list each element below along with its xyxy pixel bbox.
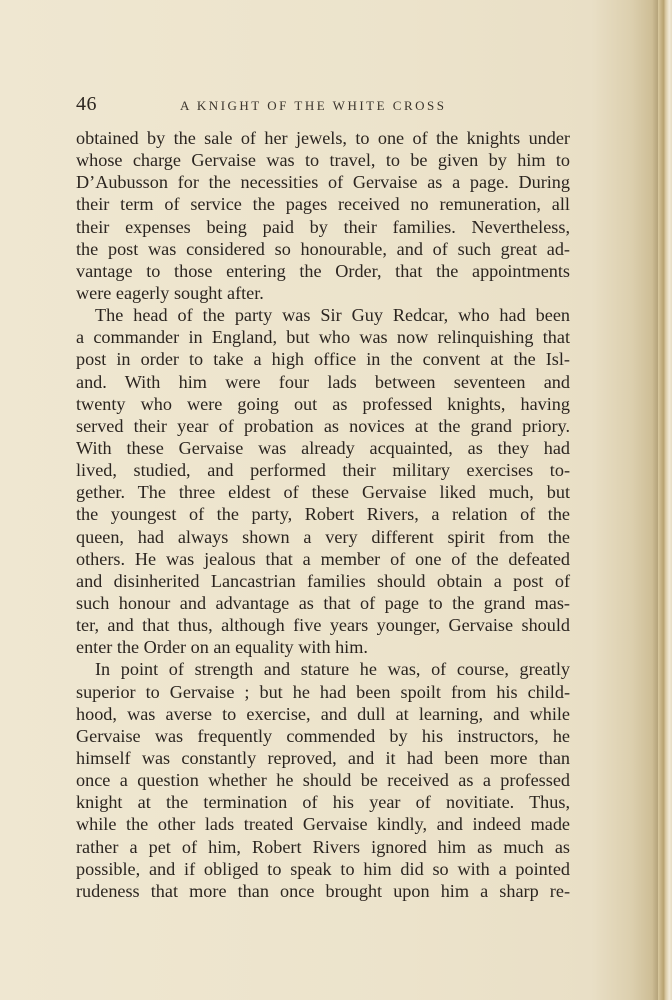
text-line: others. He was jealous that a member of one of the defeated <box>76 548 570 569</box>
text-line: knight at the termination of his year of novitiate. Thus, <box>76 792 570 813</box>
text-line: himself was constantly reproved, and it had been more than <box>76 747 570 768</box>
text-line: D’Aubusson for the necessities of Gervaise as a page. During <box>76 172 570 193</box>
text-line: rather a pet of him, Robert Rivers ignored him as much as <box>76 836 570 857</box>
text-line: the post was considered so honourable, and of such great ad- <box>76 238 570 259</box>
text-line: twenty who were going out as professed knights, having <box>76 393 570 414</box>
page-edge <box>658 0 672 1000</box>
page-number: 46 <box>76 93 97 115</box>
text-line: lived, studied, and performed their military exercises to- <box>76 460 570 481</box>
text-line: such honour and advantage as that of page to the grand mas- <box>76 592 570 613</box>
running-title: A KNIGHT OF THE WHITE CROSS <box>180 98 447 113</box>
body-text <box>76 127 570 902</box>
text-line: Gervaise was frequently commended by his instructors, he <box>76 725 570 746</box>
text-line: ter, and that thus, although five years younger, Gervaise should <box>76 615 570 636</box>
text-line: and. With him were four lads between seventeen and <box>76 371 570 392</box>
text-line: post in order to take a high office in the convent at the Isl- <box>76 349 570 370</box>
text-line: a commander in England, but who was now relinquishing that <box>76 327 570 348</box>
text-line: gether. The three eldest of these Gervaise liked much, but <box>76 482 570 503</box>
text-line: enter the Order on an equality with him. <box>76 637 368 658</box>
text-line: obtained by the sale of her jewels, to one of the knights under <box>76 128 570 148</box>
text-line: vantage to those entering the Order, that the appointments <box>76 260 570 281</box>
text-line: served their year of probation as novices at the grand priory. <box>76 415 570 436</box>
text-line: were eagerly sought after. <box>76 282 264 303</box>
text-line: whose charge Gervaise was to travel, to be given by him to <box>76 150 570 171</box>
text-line: rudeness that more than once brought upon him a sharp re- <box>76 880 570 901</box>
paragraph-start-line: The head of the party was Sir Guy Redcar, who had been <box>95 305 570 326</box>
paragraph-start-line: In point of strength and stature he was, of course, greatly <box>95 659 570 680</box>
text-line: hood, was averse to exercise, and dull at learning, and while <box>76 703 570 724</box>
text-line: while the other lads treated Gervaise kindly, and indeed made <box>76 814 570 835</box>
text-line: possible, and if obliged to speak to him did so with a pointed <box>76 858 570 879</box>
text-line: once a question whether he should be received as a professed <box>76 770 570 791</box>
running-head <box>76 93 570 117</box>
text-line: their expenses being paid by their families. Nevertheless, <box>76 216 570 237</box>
text-line: their term of service the pages received no remuneration, all <box>76 194 570 215</box>
text-line: the youngest of the party, Robert Rivers, a relation of the <box>76 504 570 525</box>
text-line: superior to Gervaise ; but he had been spoilt from his child- <box>76 681 570 702</box>
text-line: and disinherited Lancastrian families should obtain a post of <box>76 570 570 591</box>
text-line: queen, had always shown a very different spirit from the <box>76 526 570 547</box>
text-line: With these Gervaise was already acquainted, as they had <box>76 437 570 458</box>
